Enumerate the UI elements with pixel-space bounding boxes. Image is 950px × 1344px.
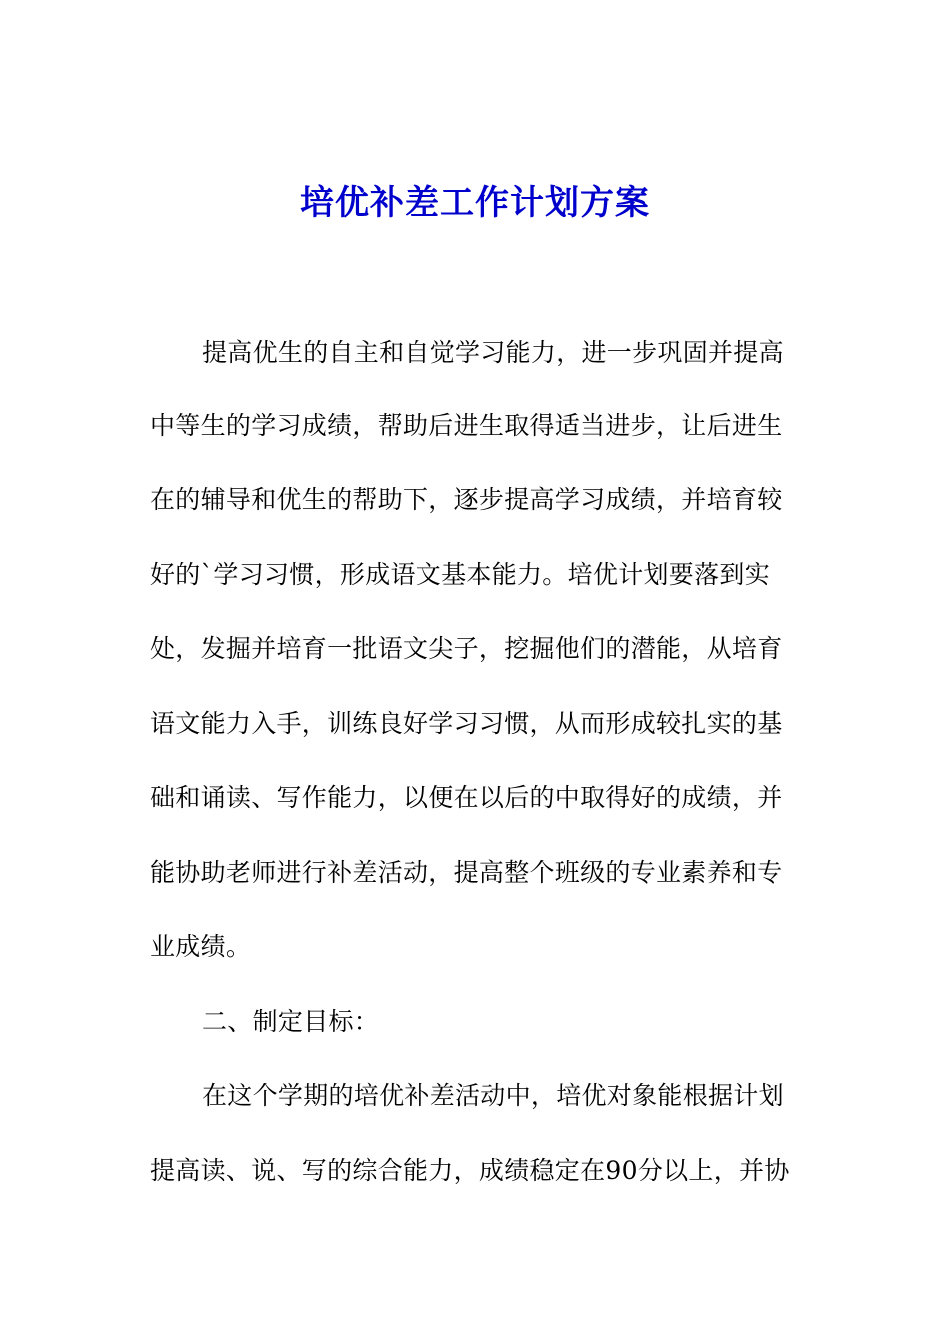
paragraph-line: 在这个学期的培优补差活动中，培优对象能根据计划 bbox=[202, 1081, 784, 1110]
paragraph-line: 提高优生的自主和自觉学习能力，进一步巩固并提高 bbox=[202, 338, 784, 367]
paragraph-line: 提高读、说、写的综合能力，成绩稳定在90分以上，并协 bbox=[150, 1156, 790, 1185]
paragraph-line: 语文能力入手，训练良好学习习惯，从而形成较扎实的基 bbox=[150, 709, 783, 738]
paragraph-line: 中等生的学习成绩，帮助后进生取得适当进步，让后进生 bbox=[150, 411, 783, 440]
section-heading: 二、制定目标： bbox=[202, 1007, 380, 1036]
paragraph-line: 处，发掘并培育一批语文尖子，挖掘他们的潜能，从培育 bbox=[150, 634, 783, 663]
paragraph-line: 础和诵读、写作能力，以便在以后的中取得好的成绩，并 bbox=[150, 783, 783, 812]
paragraph-line: 业成绩。 bbox=[150, 932, 252, 961]
paragraph-line: 能协助老师进行补差活动，提高整个班级的专业素养和专 bbox=[150, 858, 783, 887]
paragraph-line: 好的`学习习惯，形成语文基本能力。培优计划要落到实 bbox=[150, 560, 771, 589]
document-title: 培优补差工作计划方案 bbox=[300, 183, 650, 223]
paragraph-line: 在的辅导和优生的帮助下，逐步提高学习成绩，并培育较 bbox=[150, 485, 783, 514]
